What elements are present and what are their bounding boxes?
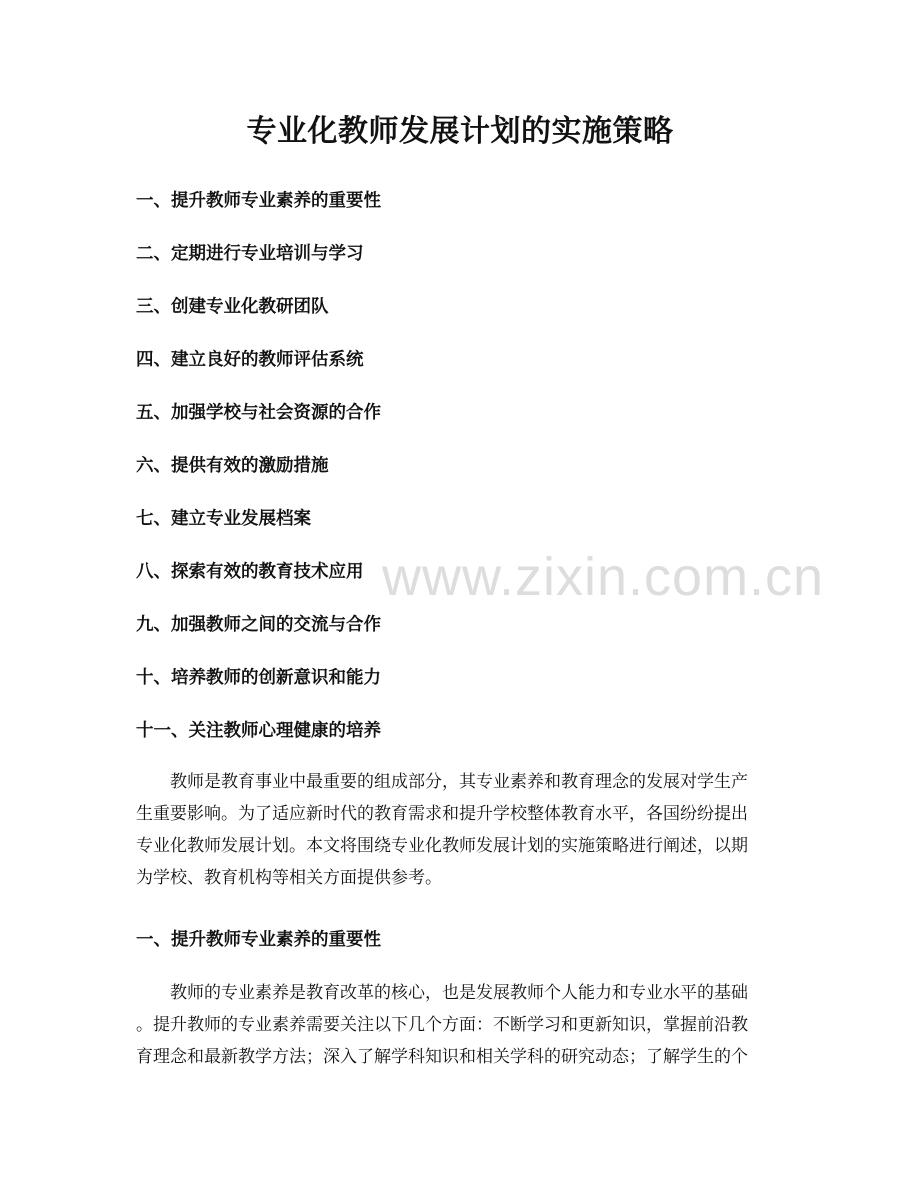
section1-paragraph bbox=[136, 977, 792, 1073]
section1-line: 。提升教师的专业素养需要关注以下几个方面：不断学习和更新知识，掌握前沿教 bbox=[136, 1015, 748, 1035]
toc-item-6: 六、提供有效的激励措施 bbox=[136, 456, 329, 476]
intro-line: 教师是教育事业中最重要的组成部分，其专业素养和教育理念的发展对学生产 bbox=[170, 772, 748, 792]
toc-item-5: 五、加强学校与社会资源的合作 bbox=[136, 403, 381, 423]
intro-line: 为学校、教育机构等相关方面提供参考。 bbox=[136, 868, 442, 888]
watermark: www.zixin.com.cn bbox=[382, 547, 825, 607]
toc-item-10: 十、培养教师的创新意识和能力 bbox=[136, 668, 381, 688]
section-heading-1: 一、提升教师专业素养的重要性 bbox=[136, 930, 381, 950]
document-title: 专业化教师发展计划的实施策略 bbox=[246, 114, 674, 149]
intro-line: 生重要影响。为了适应新时代的教育需求和提升学校整体教育水平，各国纷纷提出 bbox=[136, 804, 748, 824]
toc-item-7: 七、建立专业发展档案 bbox=[136, 509, 311, 529]
intro-line: 专业化教师发展计划。本文将围绕专业化教师发展计划的实施策略进行阐述，以期 bbox=[136, 836, 748, 856]
toc-item-11: 十一、关注教师心理健康的培养 bbox=[136, 721, 381, 741]
toc-item-4: 四、建立良好的教师评估系统 bbox=[136, 350, 364, 370]
toc-item-8: 八、探索有效的教育技术应用 bbox=[136, 562, 364, 582]
toc-item-9: 九、加强教师之间的交流与合作 bbox=[136, 615, 381, 635]
section1-line: 育理念和最新教学方法；深入了解学科知识和相关学科的研究动态；了解学生的个 bbox=[136, 1047, 748, 1067]
toc-item-1: 一、提升教师专业素养的重要性 bbox=[136, 191, 381, 211]
toc-item-2: 二、定期进行专业培训与学习 bbox=[136, 244, 364, 264]
toc-item-3: 三、创建专业化教研团队 bbox=[136, 297, 329, 317]
table-of-contents bbox=[136, 186, 796, 769]
section1-line: 教师的专业素养是教育改革的核心，也是发展教师个人能力和专业水平的基础 bbox=[170, 983, 748, 1003]
intro-paragraph bbox=[136, 766, 792, 894]
